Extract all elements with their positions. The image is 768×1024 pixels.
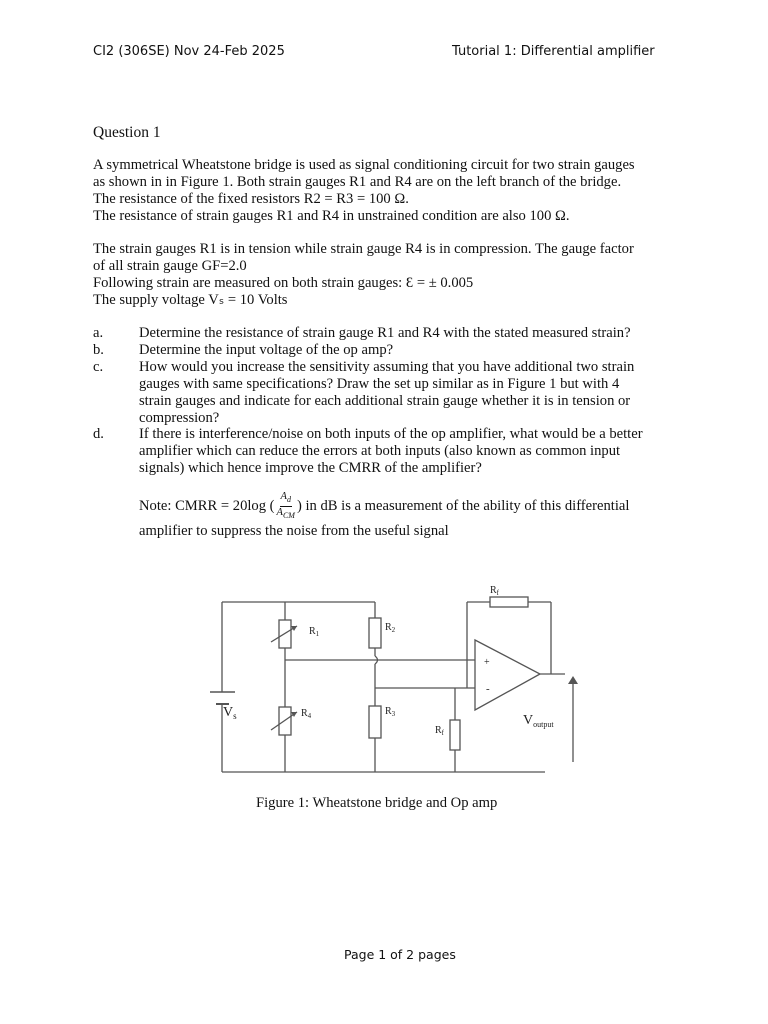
label-vout: $V_{output}$: [523, 713, 554, 729]
label-r4: $R_4$: [301, 708, 312, 720]
label-rf-ground: $R_f$: [435, 725, 445, 737]
paragraph-line: Following strain are measured on both strain gauges: Ɛ = ± 0.005: [93, 275, 474, 291]
paragraph-line: as shown in in Figure 1. Both strain gauges R1 and R4 are on the left branch of the bridge.: [93, 174, 622, 190]
paragraph-line: The resistance of the fixed resistors R2 = R3 = 100 Ω.: [93, 191, 409, 207]
paragraph-line: The strain gauges R1 is in tension while strain gauge R4 is in compression. The gauge factor: [93, 241, 634, 257]
resistor-rf-feedback: [490, 597, 528, 607]
cmrr-note: [139, 489, 629, 540]
list-item-line: compression?: [139, 410, 220, 426]
label-minus: -: [486, 683, 490, 695]
page-footer: Page 1 of 2 pages: [344, 947, 456, 962]
note-line-2: amplifier to suppress the noise from the useful signal: [139, 523, 449, 539]
list-item-label: c.: [93, 359, 104, 375]
label-plus: +: [484, 657, 490, 668]
list-item-label: d.: [93, 426, 104, 442]
list-item-line: strain gauges and indicate for each additional strain gauge whether it is in tension or: [139, 393, 631, 409]
paragraph-line: of all strain gauge GF=2.0: [93, 258, 247, 274]
header-left: CI2 (306SE) Nov 24-Feb 2025: [93, 44, 285, 59]
fraction-denominator-sub: CM: [282, 510, 295, 520]
list-item-line: signals) which hence improve the CMRR of the amplifier?: [139, 460, 482, 476]
label-rf-feedback: $R_f$: [490, 585, 500, 597]
cmrr-fraction: [276, 491, 296, 520]
circuit-figure: [205, 582, 585, 787]
paragraph-line: A symmetrical Wheatstone bridge is used as signal conditioning circuit for two strain gauges: [93, 157, 635, 173]
label-r3: $R_3$: [385, 706, 396, 718]
note-prefix: Note: CMRR = 20log (: [139, 497, 275, 514]
figure-caption: Figure 1: Wheatstone bridge and Op amp: [256, 795, 498, 811]
resistor-rf-ground: [450, 720, 460, 750]
list-item-line: Determine the input voltage of the op amp?: [139, 342, 394, 358]
fraction-numerator-sub: d: [286, 495, 291, 505]
list-item-line: How would you increase the sensitivity assuming that you have additional two strain: [139, 359, 635, 375]
question-title: Question 1: [93, 124, 161, 141]
paragraph-line: The resistance of strain gauges R1 and R4 in unstrained condition are also 100 Ω.: [93, 208, 570, 224]
wheatstone-opamp-diagram: [205, 582, 585, 782]
list-item-label: a.: [93, 325, 104, 341]
fraction-numerator: A: [280, 491, 287, 503]
list-item-line: gauges with same specifications? Draw the set up similar as in Figure 1 but with 4: [139, 376, 620, 392]
list-item-line: amplifier which can reduce the errors at both inputs (also known as common input: [139, 443, 621, 459]
list-item-line: If there is interference/noise on both inputs of the op amplifier, what would be a better: [139, 426, 643, 442]
label-r1: $R_1$: [309, 626, 320, 638]
resistor-r3: [369, 706, 381, 738]
note-suffix: ) in dB is a measurement of the ability of this differential: [296, 497, 630, 514]
header-right: Tutorial 1: Differential amplifier: [452, 44, 655, 59]
fraction-denominator: A: [276, 506, 283, 518]
label-vs: $V_s$: [223, 705, 237, 721]
label-r2: $R_2$: [385, 622, 396, 634]
list-item-label: b.: [93, 342, 104, 358]
paragraph-2: [93, 241, 693, 309]
list-item-line: Determine the resistance of strain gauge R1 and R4 with the stated measured strain?: [139, 325, 631, 341]
resistor-r2: [369, 618, 381, 648]
paragraph-line: The supply voltage Vₛ = 10 Volts: [93, 292, 288, 308]
vout-arrowhead-icon: [568, 676, 578, 684]
opamp-symbol: [475, 640, 540, 710]
paragraph-1: [93, 157, 693, 225]
